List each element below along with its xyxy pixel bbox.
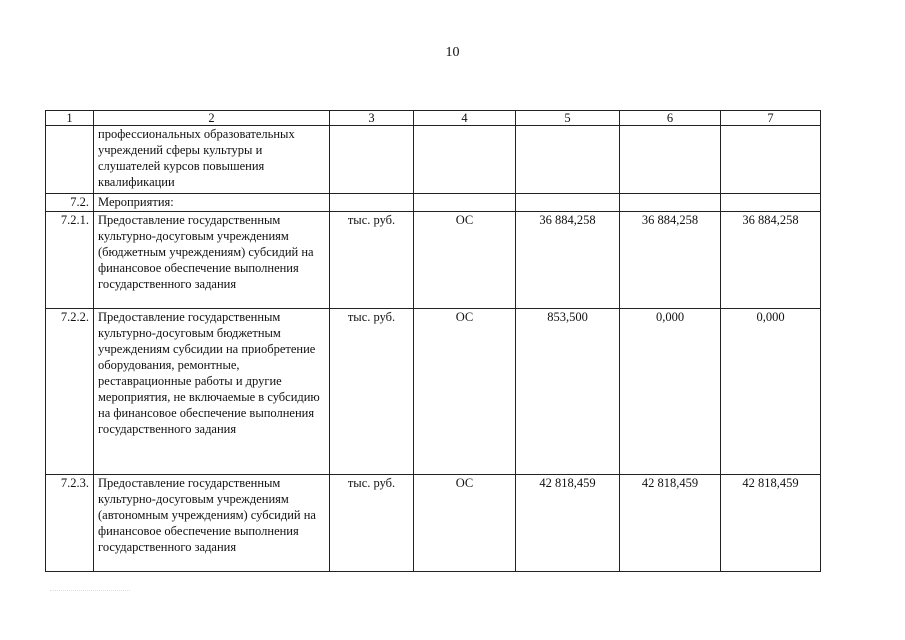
- row-value-5: 36 884,258: [516, 212, 620, 309]
- row-unit: тыс. руб.: [330, 309, 414, 475]
- row-name: Предоставление государственным культурно-досуговым учреждениям (автономным учреждениям) субсидий на финансовое обеспечение выполнения государственного задания: [94, 475, 330, 572]
- row-value-7: 36 884,258: [721, 212, 821, 309]
- row-value-6: 0,000: [620, 309, 721, 475]
- row-source: ОС: [414, 309, 516, 475]
- row-source: ОС: [414, 475, 516, 572]
- row-name: Предоставление государственным культурно-досуговым учреждениям (бюджетным учреждениям) субсидий на финансовое обеспечение выполнения государственного задания: [94, 212, 330, 309]
- row-value-6: 36 884,258: [620, 212, 721, 309]
- row-value-5: [516, 126, 620, 194]
- row-value-7: 42 818,459: [721, 475, 821, 572]
- row-source: [414, 126, 516, 194]
- row-name: Предоставление государственным культурно-досуговым бюджетным учреждениям субсидии на приобретение оборудования, ремонтные, реставрационные работы и другие мероприятия, не включаемые в субсидию на финансовое обеспечение выполнения государственного задания: [94, 309, 330, 475]
- column-header: 1: [46, 111, 94, 126]
- row-name: профессиональных образовательных учреждений сферы культуры и слушателей курсов повышения квалификации: [94, 126, 330, 194]
- row-value-6: [620, 126, 721, 194]
- table-row: [46, 126, 821, 194]
- program-table: [45, 110, 821, 572]
- column-header: 4: [414, 111, 516, 126]
- row-unit: [330, 126, 414, 194]
- page-number: 10: [445, 45, 460, 60]
- table-row: [46, 475, 821, 572]
- table-row: [46, 212, 821, 309]
- column-header: 7: [721, 111, 821, 126]
- row-source: ОС: [414, 212, 516, 309]
- row-value-5: 853,500: [516, 309, 620, 475]
- row-value-7: 0,000: [721, 309, 821, 475]
- row-number: 7.2.1.: [46, 212, 94, 309]
- row-unit: тыс. руб.: [330, 475, 414, 572]
- row-value-5: [516, 194, 620, 212]
- row-name: Мероприятия:: [94, 194, 330, 212]
- table-row: [46, 309, 821, 475]
- row-value-7: [721, 194, 821, 212]
- row-value-6: [620, 194, 721, 212]
- column-header: 6: [620, 111, 721, 126]
- scan-smudge: [50, 590, 130, 601]
- table-row: [46, 194, 821, 212]
- row-value-7: [721, 126, 821, 194]
- row-unit: [330, 194, 414, 212]
- row-source: [414, 194, 516, 212]
- row-number: 7.2.2.: [46, 309, 94, 475]
- column-header: 2: [94, 111, 330, 126]
- row-value-6: 42 818,459: [620, 475, 721, 572]
- column-header: 5: [516, 111, 620, 126]
- row-number: [46, 126, 94, 194]
- row-value-5: 42 818,459: [516, 475, 620, 572]
- table-header-row: [46, 111, 821, 126]
- row-number: 7.2.: [46, 194, 94, 212]
- column-header: 3: [330, 111, 414, 126]
- row-unit: тыс. руб.: [330, 212, 414, 309]
- row-number: 7.2.3.: [46, 475, 94, 572]
